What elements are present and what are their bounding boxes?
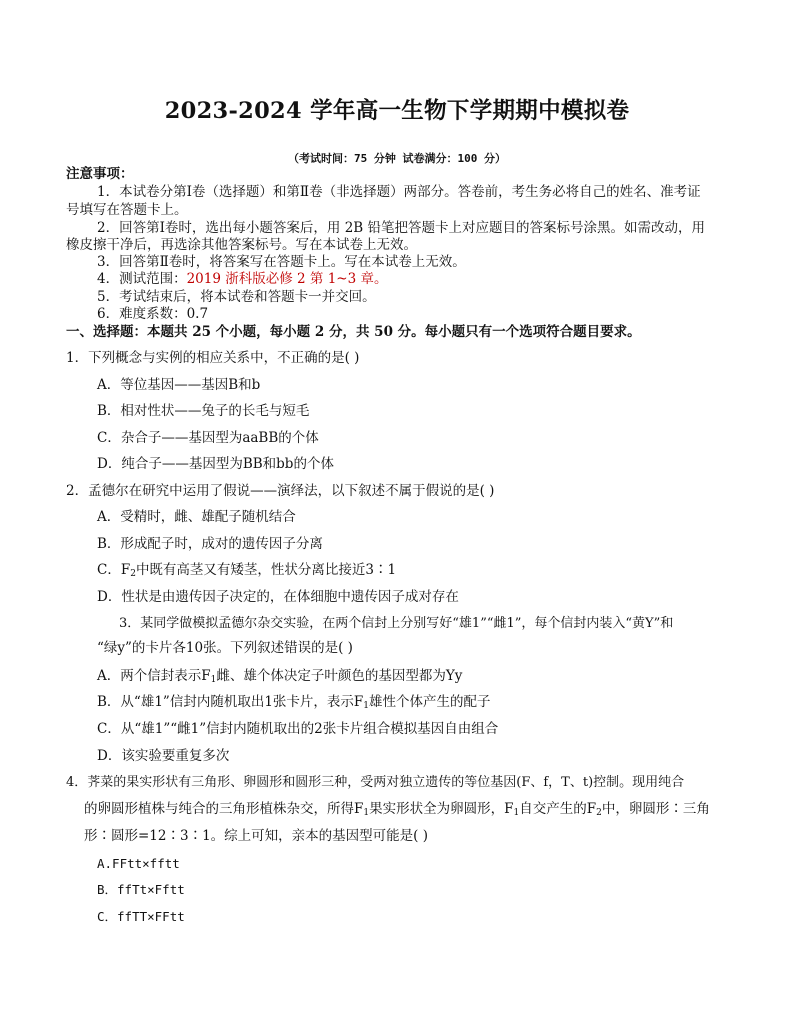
question-2-option-d: D．性状是由遗传因子决定的，在体细胞中遗传因子成对存在 xyxy=(97,589,459,605)
question-3-option-c: C．从“雄1”“雌1”信封内随机取出的2张卡片组合模拟基因自由组合 xyxy=(97,721,499,737)
question-4-option-a: A.FFtt×fftt xyxy=(97,856,180,871)
question-3-stem-cont: “绿y”的卡片各10张。下列叙述错误的是( ) xyxy=(97,640,353,656)
notice-item-2: 2．回答第Ⅰ卷时，选出每小题答案后，用 2B 铅笔把答题卡上对应题目的答案标号涂黑。如需改动，用 xyxy=(97,220,706,236)
question-4-option-b: B．ffTt×Fftt xyxy=(97,882,185,897)
question-1-option-a: A．等位基因——基因B和b xyxy=(97,377,261,393)
notice-item-4-prefix: 4．测试范围： xyxy=(97,271,187,287)
notice-item-6: 6．难度系数：0.7 xyxy=(97,306,209,322)
question-1-stem: 1．下列概念与实例的相应关系中，不正确的是( ) xyxy=(66,350,360,366)
question-4-stem-cont-2: 形∶圆形=12∶3∶1。综上可知，亲本的基因型可能是( ) xyxy=(84,828,428,844)
test-range: 2019 浙科版必修 2 第 1~3 章。 xyxy=(186,271,388,287)
question-3-option-d: D．该实验要重复多次 xyxy=(97,748,230,764)
question-4-stem: 4．荠菜的果实形状有三角形、卵圆形和圆形三种，受两对独立遗传的等位基因(F、f，T、t)控制。现用纯合 xyxy=(66,775,685,790)
notice-heading: 注意事项： xyxy=(66,166,134,182)
notice-item-4 xyxy=(97,271,388,288)
question-2-option-c: C．$F_2$中既有高茎又有矮茎，性状分离比接近3∶1 xyxy=(97,562,397,579)
notice-item-1: 1．本试卷分第Ⅰ卷（选择题）和第Ⅱ卷（非选择题）两部分。答卷前，考生务必将自己的姓名、准考证 xyxy=(97,184,701,200)
notice-item-3: 3．回答第Ⅱ卷时，将答案写在答题卡上。写在本试卷上无效。 xyxy=(97,254,466,270)
notice-item-1-cont: 号填写在答题卡上。 xyxy=(66,202,188,218)
question-3-option-b: B．从“雄1”信封内随机取出1张卡片，表示$F_1$雄性个体产生的配子 xyxy=(97,694,491,711)
question-4-stem-cont: 的卵圆形植株与纯合的三角形植株杂交，所得$F_1$果实形状全为卵圆形，$F_1$自交产生的$F_2$中，卵圆形∶三角 xyxy=(84,801,710,818)
question-1-option-b: B．相对性状——兔子的长毛与短毛 xyxy=(97,403,310,419)
exam-info: （考试时间：75 分钟 试卷满分：100 分） xyxy=(288,152,506,165)
question-3-option-a: A．两个信封表示$F_1$雌、雄个体决定子叶颜色的基因型都为Yy xyxy=(97,668,463,685)
page-title: 2023-2024 学年高一生物下学期期中模拟卷 xyxy=(164,98,630,124)
question-2-option-b: B．形成配子时，成对的遗传因子分离 xyxy=(97,536,323,552)
question-2-stem: 2．孟德尔在研究中运用了假说——演绎法，以下叙述不属于假说的是( ) xyxy=(66,483,495,499)
question-4-option-c: C．ffTT×FFtt xyxy=(97,909,185,924)
notice-item-5: 5．考试结束后，将本试卷和答题卡一并交回。 xyxy=(97,289,376,305)
section-heading: 一、选择题：本题共 25 个小题，每小题 2 分，共 50 分。每小题只有一个选项符合题目要求。 xyxy=(66,324,641,340)
question-1-option-c: C．杂合子——基因型为aaBB的个体 xyxy=(97,430,319,446)
question-1-option-d: D．纯合子——基因型为BB和bb的个体 xyxy=(97,456,334,472)
question-2-option-a: A．受精时，雌、雄配子随机结合 xyxy=(97,509,296,525)
question-3-stem: 3．某同学做模拟孟德尔杂交实验，在两个信封上分别写好“雄1”“雌1”，每个信封内装入“黄Y”和 xyxy=(119,616,674,631)
notice-item-2-cont: 橡皮擦干净后，再选涂其他答案标号。写在本试卷上无效。 xyxy=(66,237,417,253)
